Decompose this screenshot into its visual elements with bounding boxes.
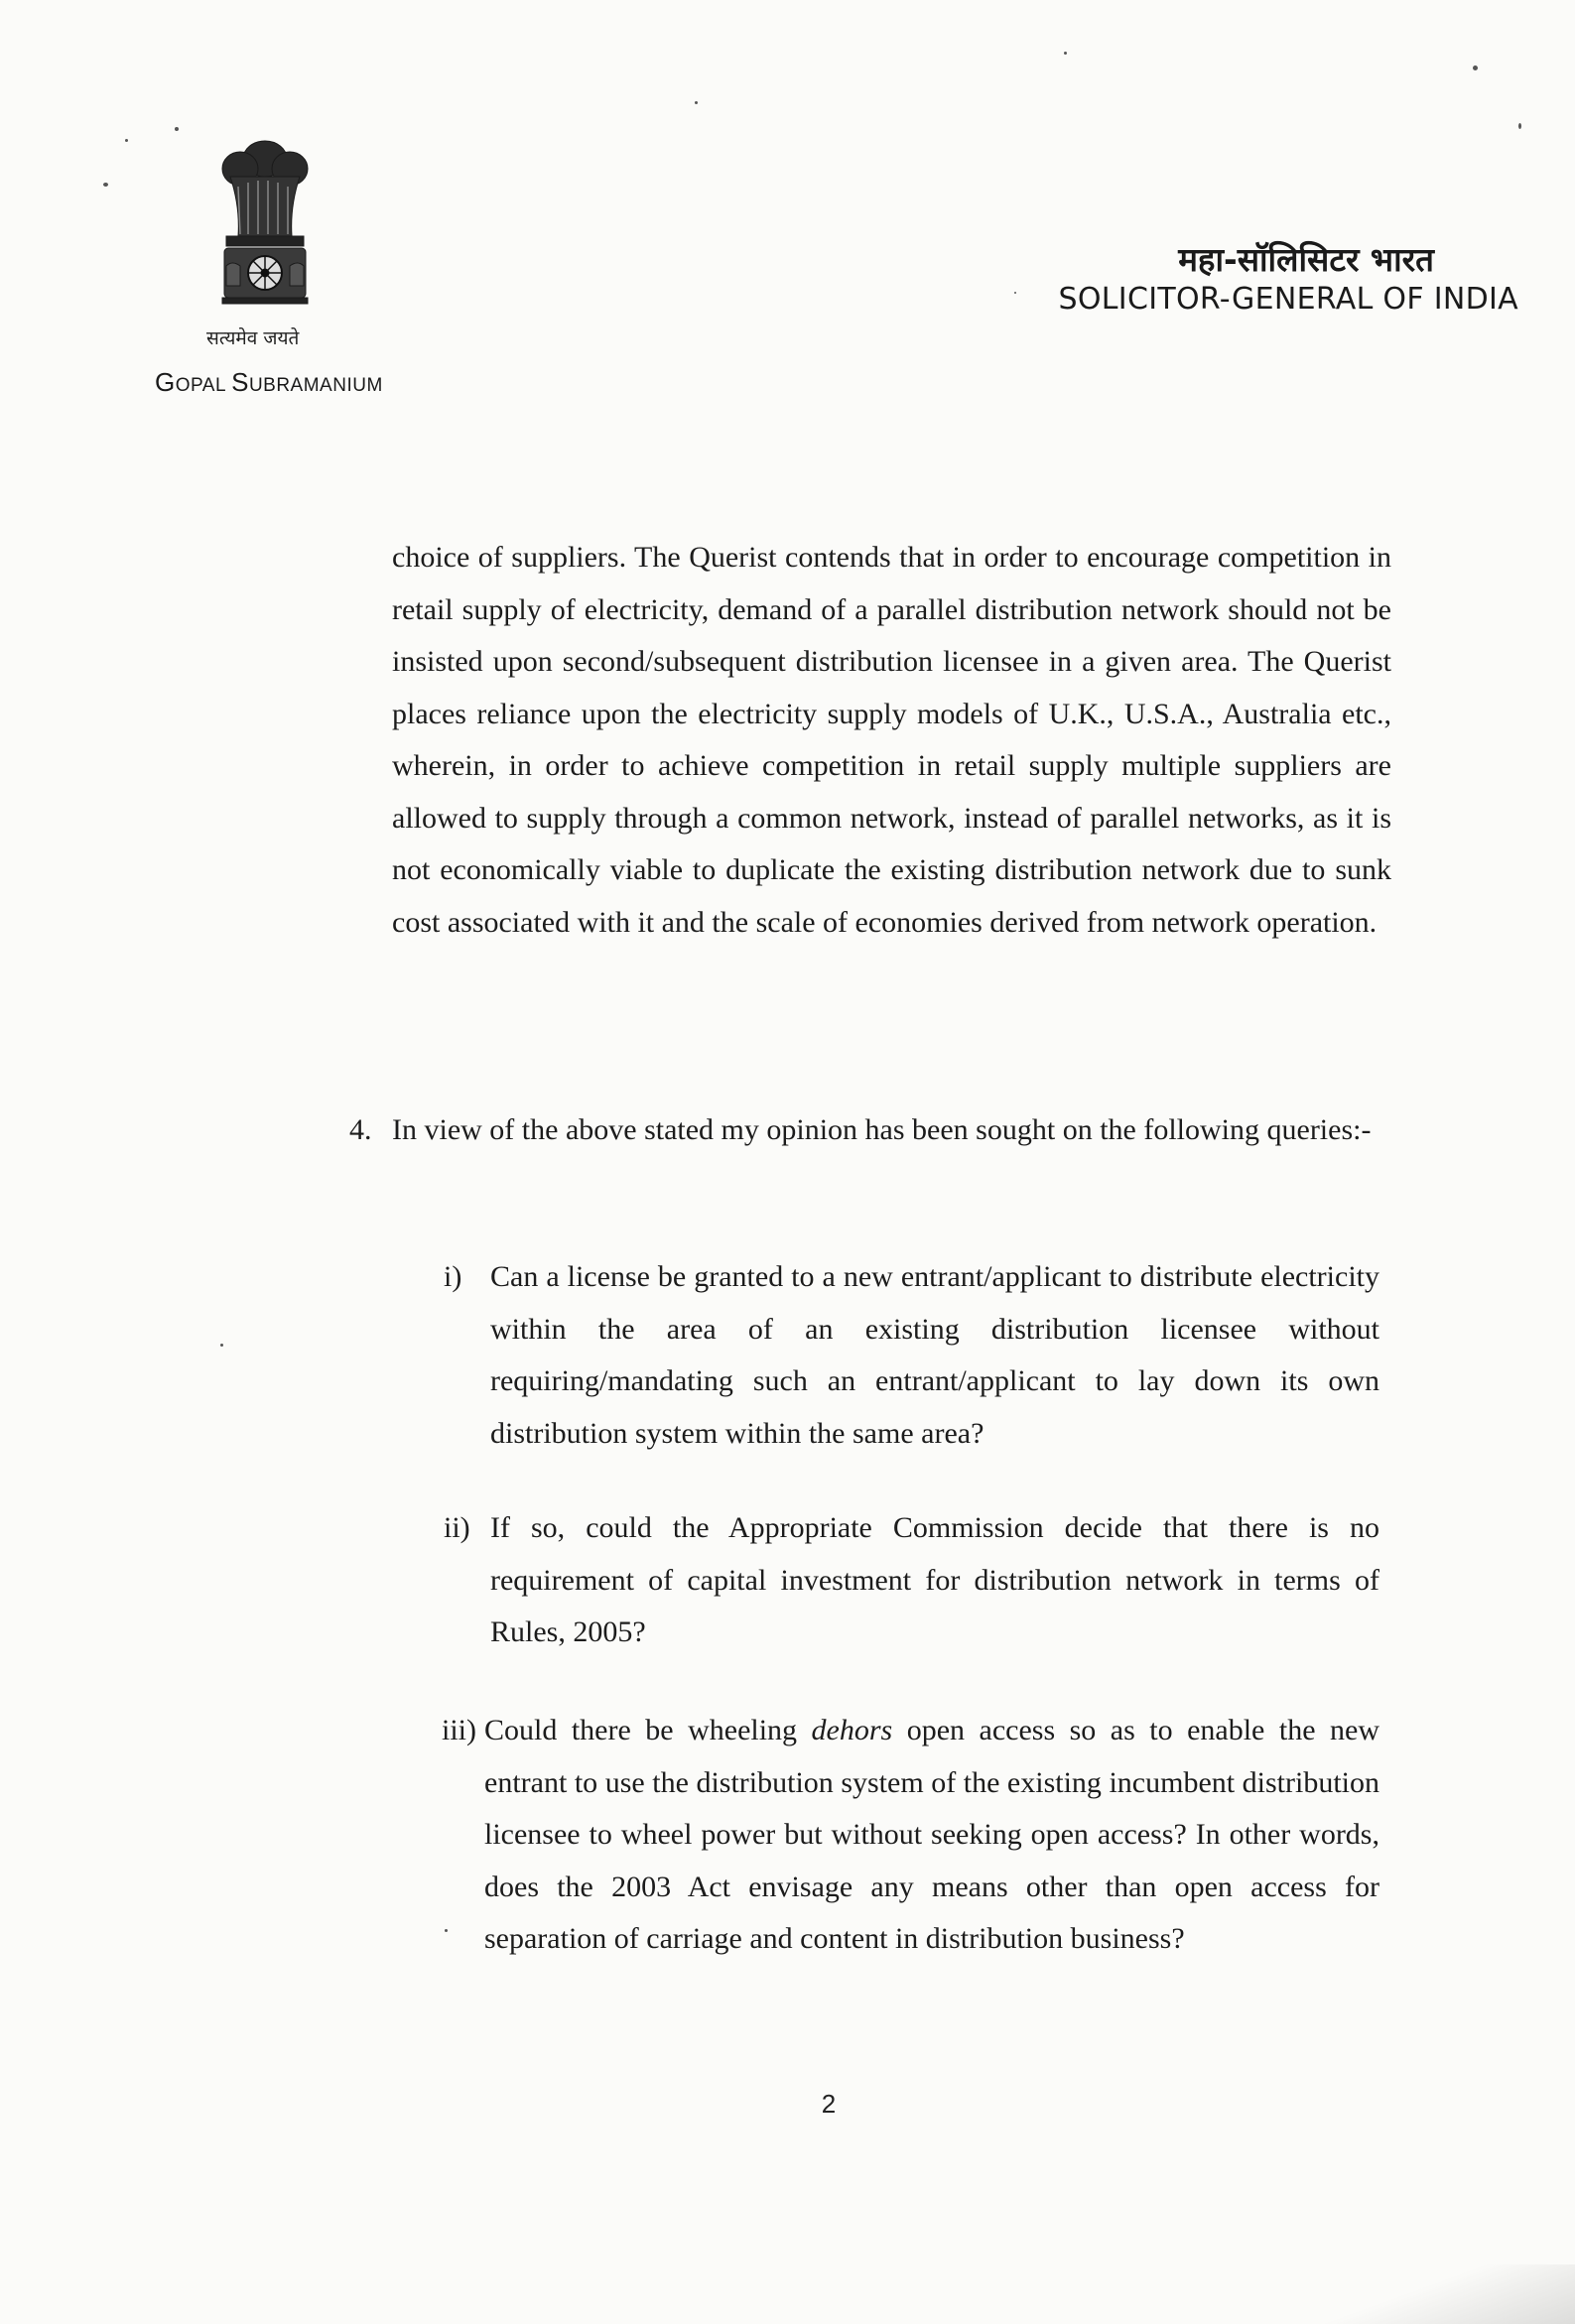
scan-speck bbox=[1473, 65, 1478, 70]
query-number: ii) bbox=[444, 1511, 470, 1544]
sender-name bbox=[155, 367, 383, 398]
scan-speck bbox=[1014, 292, 1016, 294]
continuation-paragraph: choice of suppliers. The Querist contends that in order to encourage competition in retail supply of electricity, demand of a parallel distribution network should not be insisted upon second/subsequent distribution licensee in a given area. The Querist places reliance upon the electricity supply models of U.K., U.S.A., Australia etc., wherein, in order to achieve competition in retail supply multiple suppliers are allowed to supply through a common network, instead of parallel networks, as it is not economically viable to duplicate the existing distribution network due to sunk cost associated with it and the scale of economies derived from network operation. bbox=[392, 541, 1391, 939]
query-item bbox=[444, 1502, 1379, 1659]
national-emblem-icon bbox=[210, 137, 320, 325]
query-text-italic: dehors bbox=[811, 1714, 893, 1746]
paragraph-number: 4. bbox=[349, 1113, 372, 1146]
sender-name-initial: G bbox=[155, 367, 176, 397]
paragraph-4-text: In view of the above stated my opinion has been sought on the following queries:- bbox=[392, 1113, 1372, 1146]
sender-surname-rest: UBRAMANIUM bbox=[248, 375, 383, 396]
query-text: If so, could the Appropriate Commission decide that there is no requirement of capital investment for distribution network in terms of Rules, 2005? bbox=[490, 1511, 1379, 1648]
scan-speck bbox=[695, 101, 698, 104]
scan-speck bbox=[1064, 52, 1067, 55]
sender-surname-initial: S bbox=[231, 367, 249, 397]
query-text bbox=[484, 1705, 1379, 1966]
query-text-part: open access so as to enable the new entrant to use the distribution system of the existing incumbent distribution licensee to wheel power but without seeking open access? In other words, does the 2003 Act envisage any means other than open access for separation of carriage and content in distribution business? bbox=[484, 1714, 1379, 1955]
scan-speck bbox=[175, 127, 179, 131]
emblem-motto: सत्यमेव जयते bbox=[206, 327, 300, 349]
page-number: 2 bbox=[821, 2089, 837, 2119]
query-text: Can a license be granted to a new entrant/applicant to distribute electricity within the area of an existing distribution licensee without requiring/mandating such an entrant/applicant to lay down its own distribution system within the same area? bbox=[490, 1260, 1379, 1450]
query-number: i) bbox=[444, 1260, 462, 1293]
query-item bbox=[444, 1251, 1379, 1460]
scan-speck bbox=[125, 139, 128, 142]
scan-speck bbox=[1518, 123, 1521, 129]
query-text-part: Could there be wheeling bbox=[484, 1714, 812, 1746]
query-number: iii) bbox=[442, 1714, 476, 1746]
paragraph-4 bbox=[349, 1104, 1391, 1157]
scan-shadow bbox=[1317, 2264, 1575, 2324]
scan-speck bbox=[103, 183, 108, 187]
sender-name-rest: OPAL bbox=[175, 375, 232, 396]
query-item bbox=[442, 1705, 1379, 1966]
scan-speck bbox=[220, 1344, 223, 1347]
office-title-hindi: महा-सॉलिसिटर भारत bbox=[1178, 240, 1434, 279]
office-title-english: SOLICITOR-GENERAL OF INDIA bbox=[1058, 282, 1518, 317]
scan-speck bbox=[445, 1929, 448, 1932]
